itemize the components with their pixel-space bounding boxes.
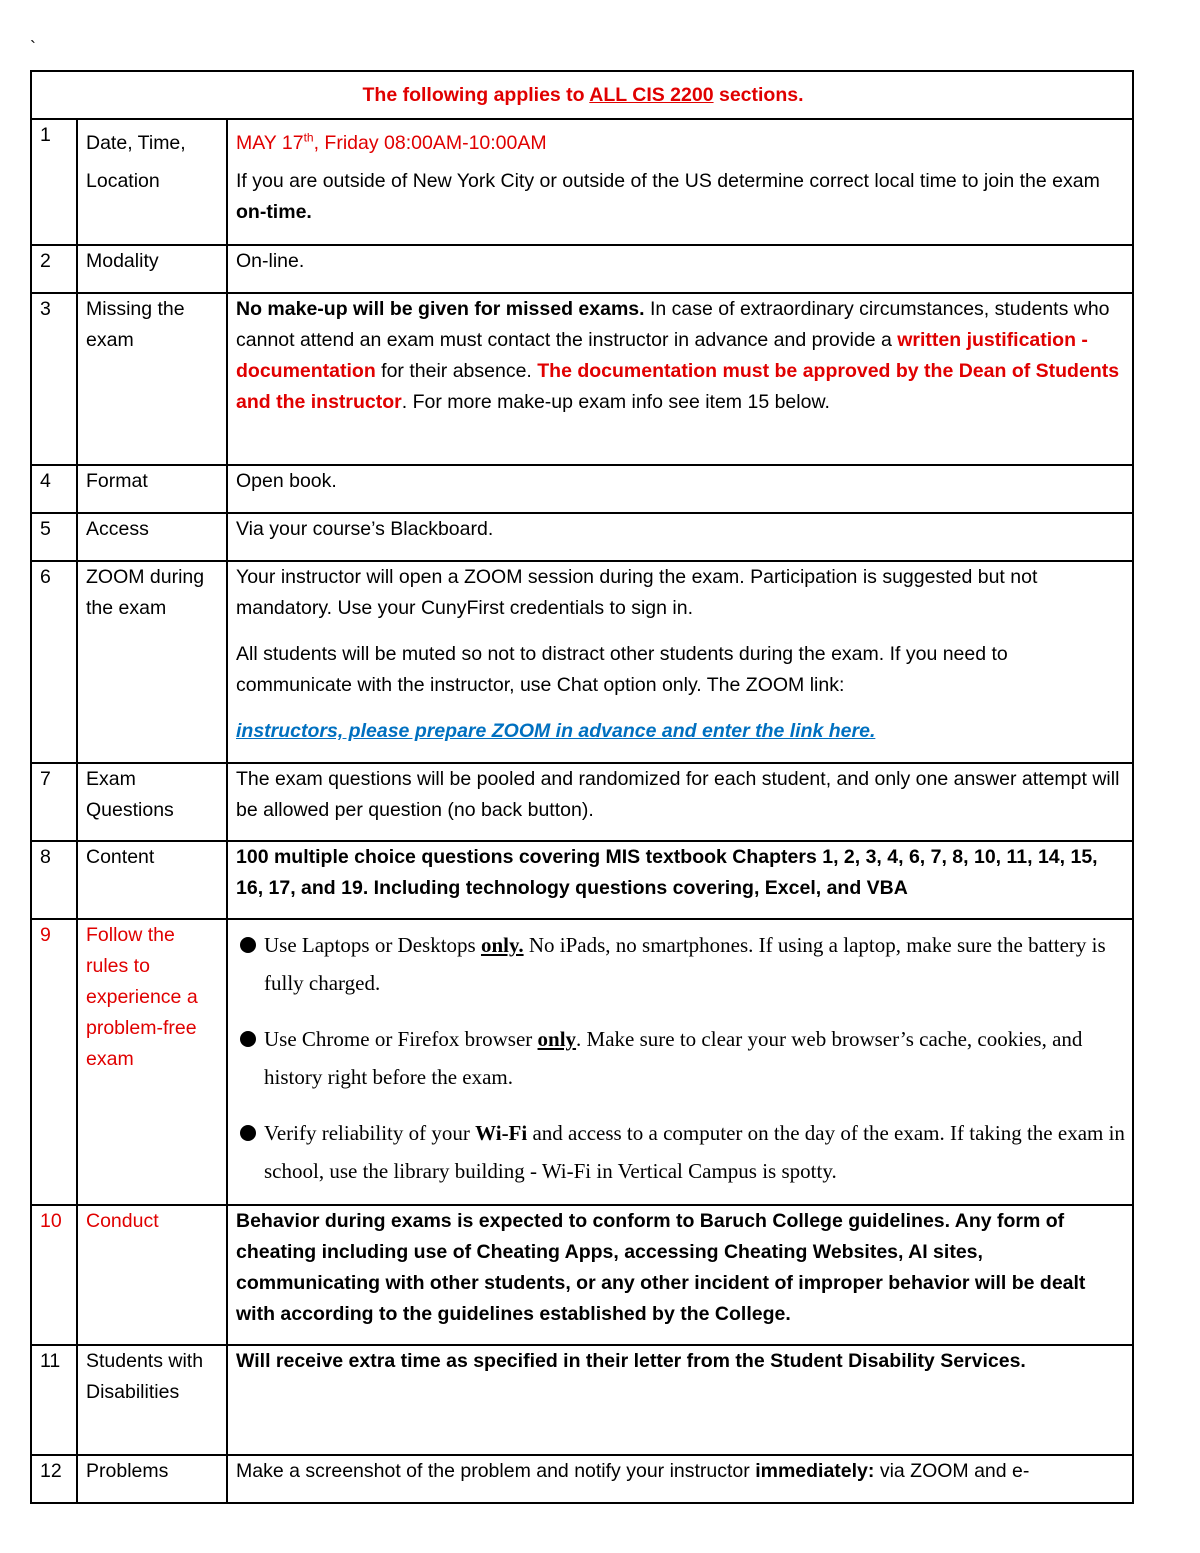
- rule-text: and access to a computer on the day of the exam. If taking the exam in school, use the library building - Wi-Fi in Vertical Campus is spotty.: [264, 1121, 1125, 1183]
- row-label: Students with Disabilities: [77, 1345, 227, 1455]
- row-content: [227, 119, 1133, 245]
- rule-item: [236, 926, 1126, 1002]
- row-content: [227, 561, 1133, 763]
- row-label: Exam Questions: [77, 763, 227, 841]
- on-time-emphasis: on-time.: [236, 201, 312, 223]
- table-row: [31, 561, 1133, 763]
- header-suffix: sections.: [713, 83, 804, 106]
- table-header-row: [31, 71, 1133, 119]
- rule-item: [236, 1020, 1126, 1096]
- table-row: [31, 293, 1133, 465]
- rule-text: Verify reliability of your: [264, 1121, 476, 1145]
- row-content: 100 multiple choice questions covering MIS textbook Chapters 1, 2, 3, 4, 6, 7, 8, 10, 11, 14, 15, 16, 17, and 19. Including technology questions covering, Excel, and VBA: [227, 841, 1133, 919]
- date-superscript: th: [303, 130, 314, 145]
- row-label: ZOOM during the exam: [77, 561, 227, 763]
- missing-text: In case of extraordinary circumstances, students who cannot attend an exam must contact the instructor in advance and provide a: [236, 298, 1110, 351]
- zoom-session-info: Your instructor will open a ZOOM session during the exam. Participation is suggested but not mandatory. Use your CunyFirst credentials to sign in.: [236, 566, 1038, 619]
- bullet-icon: [240, 1031, 256, 1047]
- header-prefix: The following applies to: [362, 83, 590, 106]
- table-row: [31, 841, 1133, 919]
- row-number: 3: [31, 293, 77, 465]
- stray-mark: `: [30, 38, 36, 58]
- table-row: [31, 513, 1133, 561]
- row-label: Missing the exam: [77, 293, 227, 465]
- row-content: On-line.: [227, 245, 1133, 293]
- row-content: Behavior during exams is expected to conform to Baruch College guidelines. Any form of cheating including use of Cheating Apps, accessing Cheating Websites, AI sites, communicating with other students, or any other incident of improper behavior will be dealt with according to the guidelines established by the College.: [227, 1205, 1133, 1345]
- rule-text: Use Laptops or Desktops: [264, 933, 481, 957]
- problems-text: via ZOOM and e-: [874, 1460, 1030, 1482]
- no-makeup-statement: No make-up will be given for missed exams.: [236, 298, 645, 320]
- table-row: [31, 465, 1133, 513]
- rule-emphasis: Wi-Fi: [475, 1121, 528, 1145]
- exam-info-table: [30, 70, 1134, 1504]
- row-label: Follow the rules to experience a problem-free exam: [77, 919, 227, 1205]
- table-row: [31, 763, 1133, 841]
- label-line: Location: [86, 170, 160, 192]
- table-header-cell: [31, 71, 1133, 119]
- row-number: 7: [31, 763, 77, 841]
- rule-emphasis: only.: [480, 933, 524, 957]
- table-row: [31, 1455, 1133, 1503]
- timezone-note: [236, 166, 1126, 228]
- bullet-icon: [240, 937, 256, 953]
- row-content: Open book.: [227, 465, 1133, 513]
- row-label: Access: [77, 513, 227, 561]
- problems-text: Make a screenshot of the problem and notify your instructor: [236, 1460, 756, 1482]
- rule-text: . Make sure to clear your web browser’s cache, cookies, and history right before the exam.: [264, 1027, 1083, 1089]
- rule-emphasis: only: [537, 1027, 577, 1051]
- row-number: 9: [31, 919, 77, 1205]
- missing-text: for their absence.: [375, 360, 538, 382]
- row-number: 4: [31, 465, 77, 513]
- row-label: Conduct: [77, 1205, 227, 1345]
- row-number: 11: [31, 1345, 77, 1455]
- bullet-icon: [240, 1125, 256, 1141]
- row-label: Modality: [77, 245, 227, 293]
- row-number: 10: [31, 1205, 77, 1345]
- row-label: Format: [77, 465, 227, 513]
- row-label: Problems: [77, 1455, 227, 1503]
- row-content: Via your course’s Blackboard.: [227, 513, 1133, 561]
- immediately-emphasis: immediately:: [755, 1460, 875, 1482]
- row-number: 5: [31, 513, 77, 561]
- rule-text: Use Chrome or Firefox browser: [264, 1027, 538, 1051]
- rule-text: No iPads, no smartphones. If using a laptop, make sure the battery is fully charged.: [264, 933, 1106, 995]
- header-sections-highlight: ALL CIS 2200: [589, 83, 714, 106]
- row-content: Will receive extra time as specified in their letter from the Student Disability Services.: [227, 1345, 1133, 1455]
- date-time-text: , Friday 08:00AM-10:00AM: [313, 132, 547, 154]
- row-number: 2: [31, 245, 77, 293]
- row-content: The exam questions will be pooled and randomized for each student, and only one answer attempt will be allowed per question (no back button).: [227, 763, 1133, 841]
- justification-highlight: written justification - documentation: [236, 329, 1088, 382]
- row-content: [227, 919, 1133, 1205]
- missing-text: . For more make-up exam info see item 15 below.: [401, 391, 830, 413]
- table-row: [31, 919, 1133, 1205]
- table-row: [31, 119, 1133, 245]
- table-row: [31, 1205, 1133, 1345]
- row-content: [227, 1455, 1133, 1503]
- timezone-text: If you are outside of New York City or outside of the US determine correct local time to join the exam: [236, 170, 1100, 192]
- label-line: Date, Time,: [86, 132, 186, 154]
- row-number: 1: [31, 119, 77, 245]
- row-number: 8: [31, 841, 77, 919]
- rule-item: [236, 1114, 1126, 1190]
- zoom-mute-info: All students will be muted so not to distract other students during the exam. If you need to communicate with the instructor, use Chat option only. The ZOOM link:: [236, 643, 1008, 696]
- row-label: [77, 119, 227, 245]
- row-content: [227, 293, 1133, 465]
- row-number: 12: [31, 1455, 77, 1503]
- row-label: Content: [77, 841, 227, 919]
- exam-date: [236, 120, 1126, 166]
- table-row: [31, 245, 1133, 293]
- zoom-link[interactable]: instructors, please prepare ZOOM in advance and enter the link here.: [236, 720, 876, 742]
- table-row: [31, 1345, 1133, 1455]
- row-number: 6: [31, 561, 77, 763]
- date-text: MAY 17: [236, 132, 304, 154]
- approval-highlight: The documentation must be approved by the Dean of Students and the instructor: [236, 360, 1120, 413]
